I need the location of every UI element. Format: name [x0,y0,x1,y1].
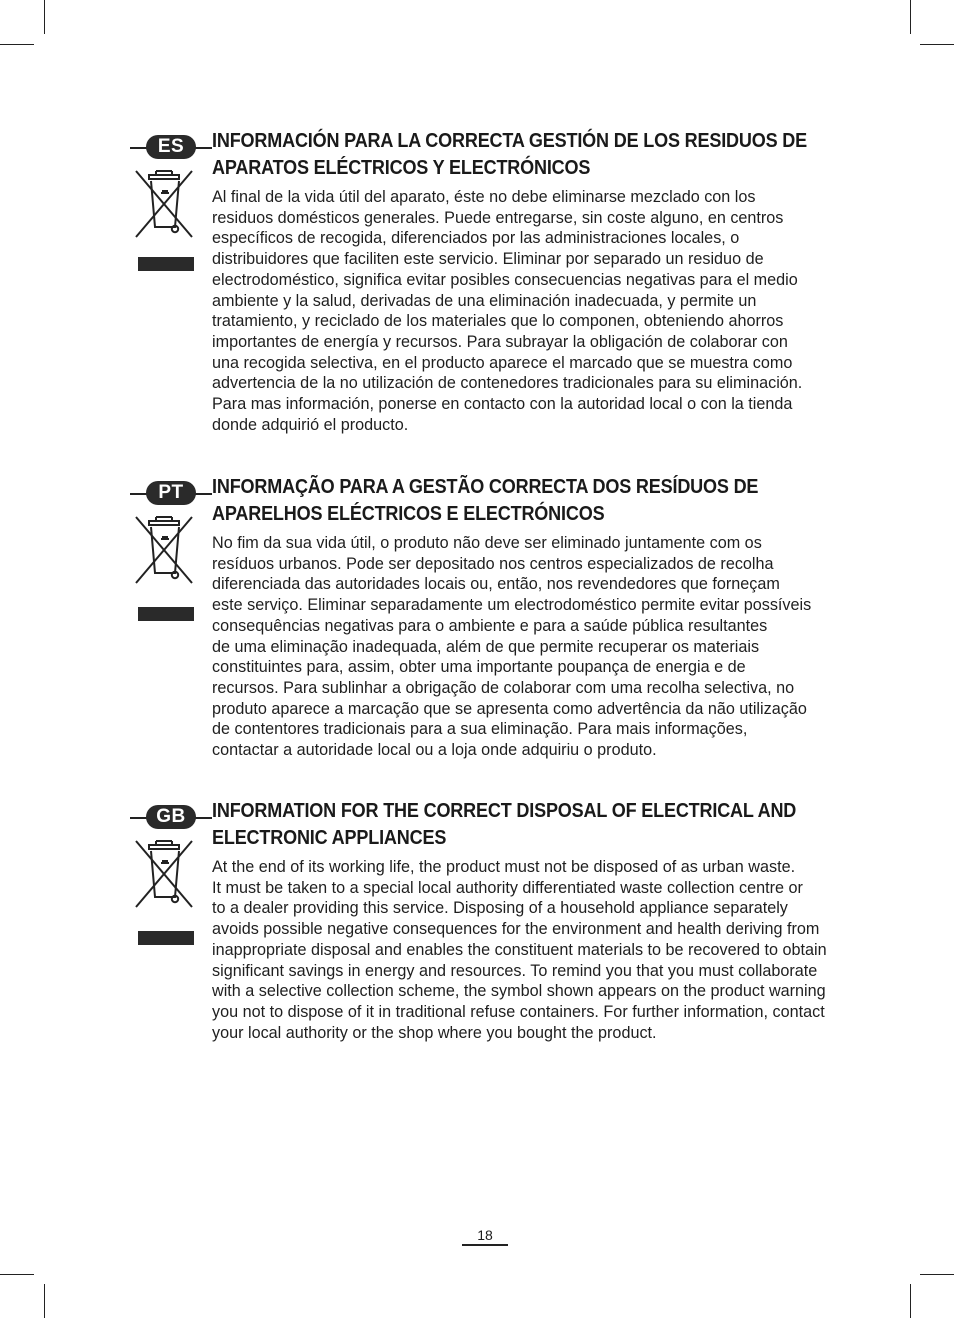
section-body [212,187,802,435]
body-line: diferenciada das autoridades locais ou, então, nos revendedores que forneçam [212,575,780,594]
title-line: INFORMATION FOR THE CORRECT DISPOSAL OF ELECTRICAL AND [212,799,797,822]
body-line: una recogida selectiva, en el producto aparece el marcado que se muestra como [212,353,793,372]
section-body [212,857,827,1043]
body-line: to a dealer providing this service. Disposing of a household appliance separately [212,899,788,918]
crop-mark [44,0,45,34]
body-line: específicos de recogida, diferenciados por las administraciones locales, o [212,229,740,248]
body-line: advertencia de la no utilización de contenedores tradicionales para su eliminación. [212,374,803,393]
body-line: electrodoméstico, significa evitar posibles consecuencias negativas para el medio [212,270,798,289]
black-bar [138,257,194,271]
section-title [212,797,797,851]
body-line: consequências negativas para o ambiente e para a saúde pública resultantes [212,616,768,635]
body-line: Para mas información, ponerse en contacto con la autoridad local o con la tienda [212,395,793,414]
language-badge: GB [146,805,196,829]
body-line: ambiente y la salud, derivadas de una eliminación inadecuada, y permite un [212,291,757,310]
body-line: avoids possible negative consequences for the environment and health deriving from [212,920,820,939]
page-number: 18 [477,1227,493,1243]
body-line: constituintes para, assim, obter uma importante poupança de energia e de [212,658,746,677]
body-line: importantes de energía y recursos. Para subrayar la obligación de colaborar con [212,332,788,351]
crossed-out-wheelie-bin-icon [134,515,194,585]
title-line: INFORMAÇÃO PARA A GESTÃO CORRECTA DOS RESÍDUOS DE [212,475,759,498]
body-line: este serviço. Eliminar separadamente um electrodoméstico permite evitar possíveis [212,596,812,615]
body-line: you not to dispose of it in traditional refuse containers. For further information, contact [212,1002,825,1021]
crop-mark [920,44,954,45]
crop-mark [910,0,911,34]
section-body [212,533,811,761]
body-line: inappropriate disposal and enables the constituent materials to be recovered to obtain [212,940,827,959]
black-bar [138,607,194,621]
body-line: residuos domésticos generales. Puede entregarse, sin coste alguno, en centros [212,208,784,227]
body-line: donde adquirió el producto. [212,415,409,434]
page-number-rule [462,1244,508,1246]
title-line: APARELHOS ELÉCTRICOS E ELECTRÓNICOS [212,502,605,525]
body-line: No fim da sua vida útil, o produto não deve ser eliminado juntamente com os [212,534,762,552]
title-line: ELECTRONIC APPLIANCES [212,826,447,849]
section-title [212,473,775,527]
body-line: produto aparece a marcação que se apresenta como advertência da não utilização [212,699,807,718]
crossed-out-wheelie-bin-icon [134,169,194,239]
section-title [212,127,808,181]
body-line: It must be taken to a special local authority differentiated waste collection centre or [212,878,803,897]
crop-mark [0,44,34,45]
body-line: with a selective collection scheme, the symbol shown appears on the product warning [212,982,826,1001]
title-line: APARATOS ELÉCTRICOS Y ELECTRÓNICOS [212,156,591,179]
body-line: contactar a autoridade local ou a loja onde adquiriu o produto. [212,741,657,760]
language-badge: PT [146,481,196,505]
crossed-out-wheelie-bin-icon [134,839,194,909]
body-line: tratamiento, y reciclado de los materiales que lo componen, obteniendo ahorros [212,312,784,331]
body-line: de contentores tradicionais para a sua eliminação. Para mais informações, [212,720,748,739]
body-line: Al final de la vida útil del aparato, éste no debe eliminarse mezclado con los [212,188,756,206]
title-line: INFORMACIÓN PARA LA CORRECTA GESTIÓN DE LOS RESIDUOS DE [212,129,808,152]
crop-mark [44,1284,45,1318]
body-line: your local authority or the shop where you bought the product. [212,1023,657,1042]
crop-mark [910,1284,911,1318]
body-line: de uma eliminação inadequada, além de que permite recuperar os materiais [212,637,760,656]
body-line: distribuidores que faciliten este servicio. Eliminar por separado un residuo de [212,250,764,269]
body-line: resíduos urbanos. Pode ser depositado nos centros especializados de recolha [212,554,774,573]
black-bar [138,931,194,945]
crop-mark [0,1274,34,1275]
crop-mark [920,1274,954,1275]
body-line: At the end of its working life, the product must not be disposed of as urban waste. [212,858,796,876]
language-badge: ES [146,135,196,159]
body-line: recursos. Para sublinhar a obrigação de colaborar com uma recolha selectiva, no [212,678,795,697]
body-line: significant savings in energy and resources. To remind you that you must collaborate [212,961,818,980]
